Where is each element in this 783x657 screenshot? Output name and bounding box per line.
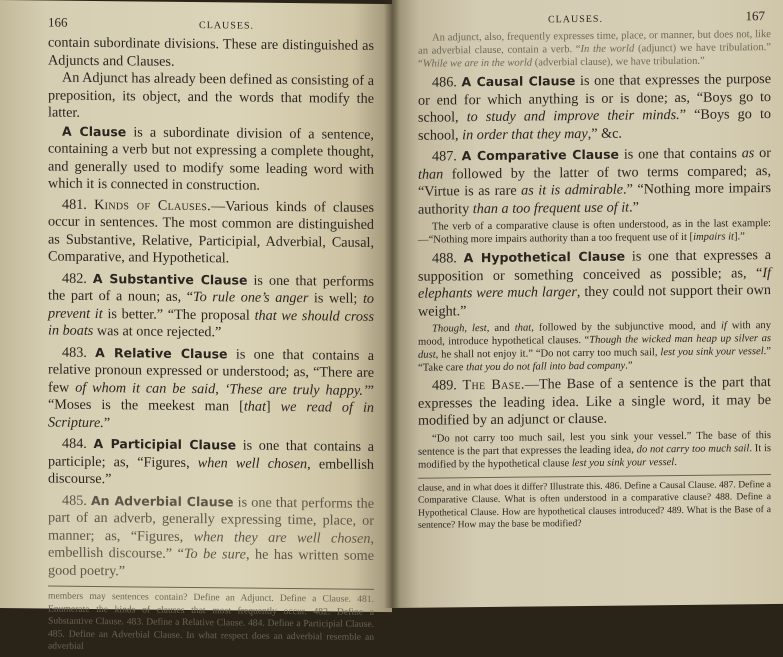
paragraph: An Adjunct has already been defined as consisting of a preposition, its object, and the words that modify the latter. [48,69,374,121]
term: A Causal Clause [461,73,576,90]
section-481: 481. Kinds of Clauses.—Various kinds of clauses occur in sentences. The most common are distinguished as Substantive, Relative, Participial, Adverbial, Causal, Comparative, and Hypothetical. [48,196,374,267]
note: An adjunct, also, frequently expresses time, place, or manner, but does not, like an adverbial clause, contain a verb. “In the world (adjunct) we have tribulation.” “While we are in the world (adverbial clause), we have tribulation.” [418,29,771,70]
term: An Adverbial Clause [90,492,234,509]
left-page-header [48,15,374,34]
section-number: 484. [62,435,87,452]
section-number: 488. [432,250,457,267]
review-questions: clause, and in what does it differ? Illustrate this. 486. Define a Causal Clause. 487. Define a Comparative Clause. What is often understood in a comparative clause? 488. Define a Hypothetical Clause. How are hypothetical clauses introduced? 489. What is the Base of a sentence? How may the base be modified? [418,474,771,533]
section-487: 487. A Comparative Clause is one that contains as or than followed by the latter of two terms compared; as, “Virtue is as rare as it is admirable.” “Nothing more impairs authority than a too frequent use of it.” [418,145,771,218]
section-number: 486. [432,74,457,91]
running-head: CLAUSES. [199,20,254,32]
section-483: 483. A Relative Clause is one that contains a relative pronoun expressed or understood; as, “There are few of whom it can be said, ‘These are truly happy.’” “Moses is the meekest man [that] we read of in Scripture.” [48,344,375,431]
right-page-header [418,8,771,28]
section-number: 482. [62,270,87,287]
section-number: 487. [432,148,457,165]
section-488: 488. A Hypothetical Clause is one that expresses a supposition or something conceived as possible; as, “If elephants were much larger, they could not support their own weight.” [418,247,772,320]
section-number: 489. [432,377,457,394]
section-title: Kinds of Clauses. [94,196,212,214]
section-title: The Base. [462,376,525,394]
note: “Do not carry too much sail, lest you sink your vessel.” The base of this sentence is the part that expresses the leading idea, do not carry too much sail. It is modified by the hypothetical clause lest you sink your vessel. [418,429,772,471]
running-head: CLAUSES. [548,13,603,26]
term: A Clause [62,123,127,139]
page-number: 167 [745,8,765,24]
term: A Substantive Clause [92,270,248,288]
term: A Hypothetical Clause [463,248,626,266]
section-485: 485. An Adverbial Clause is one that performs the part of an adverb, generally expressing time, place, or manner; as, “Figures, when they are well chosen, embellish discourse.” “To be sure, he has written some good poetry.” [48,492,375,579]
section-486: 486. A Causal Clause is one that expresses the purpose or end for which anything is or is done; as, “Boys go to school, to study and improve their minds.” “Boys go to school, in order that they may,” &c. [418,71,772,144]
section-482: 482. A Substantive Clause is one that performs the part of a noun; as, “To rule one’s anger is well; to prevent it is better.” “The proposal that we should cross in boats was at once rejected.” [48,270,375,341]
section-number: 483. [62,344,87,361]
term: A Participial Clause [93,435,237,453]
section-484: 484. A Participial Clause is one that contains a participle; as, “Figures, when well chosen, embellish discourse.” [48,435,375,488]
paragraph: contain subordinate divisions. These are distinguished as Adjuncts and Clauses. [48,34,374,70]
section-number: 481. [62,196,87,213]
page-number: 166 [48,14,68,30]
term: A Comparative Clause [461,146,619,164]
section-number: 485. [62,492,87,509]
right-page [392,0,783,608]
note: Though, lest, and that, followed by the subjunctive mood, and if with any mood, introduce hypothetical clauses. “Though the wicked man heap up silver as dust, he shall not enjoy it.” “Do not carry too much sail, lest you sink your vessel.” “Take care that you do not fall into bad company.” [418,320,772,374]
note: The verb of a comparative clause is often understood, as in the last example:—“Nothing more impairs authority than a too frequent use of it [impairs it].” [418,218,771,246]
review-questions: members may sentences contain? Define an Adjunct. Define a Clause. 481. Enumerate the kinds of clauses that most frequently occur. 482. Define a Substantive Clause. 483. Define a Relative Clause. 484. Define a Participial Clause. 485. Define an Adverbial Clause. In what respect does an adverbial resemble an adverbial [48,586,374,657]
left-page [0,0,392,652]
section-489: 489. The Base.—The Base of a sentence is the part that expresses the leading idea. Like a single word, it may be modified by an adjunct or clause. [418,374,771,429]
paragraph: A Clause is a subordinate division of a sentence, containing a verb but not expressing a complete thought, and generally used to modify some leading word with which it is connected in construction. [48,123,374,194]
term: A Relative Clause [95,344,228,361]
